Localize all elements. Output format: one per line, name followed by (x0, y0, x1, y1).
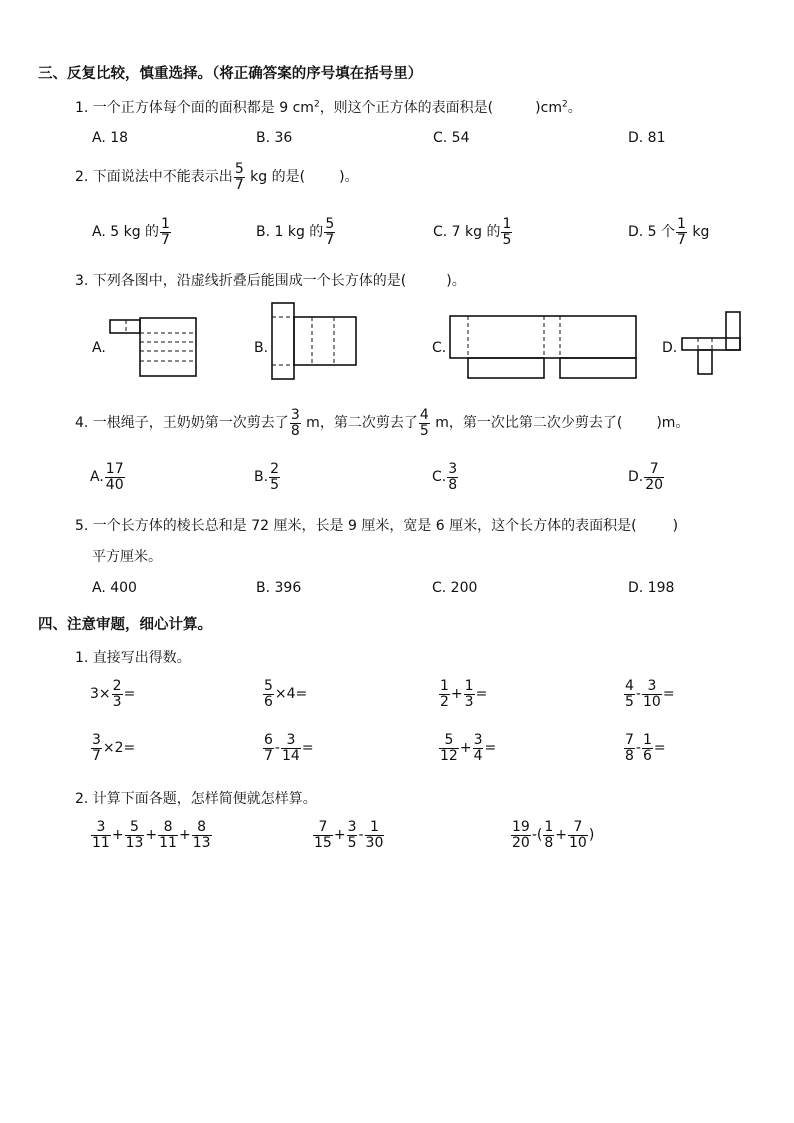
calc-item: 3× $\frac{2}{3}$ = (90, 678, 136, 710)
calc-item: $\frac{5}{12}$ + $\frac{3}{4}$ = (440, 732, 497, 764)
simplify-expression-3: $\frac{19}{20}$ -( $\frac{1}{8}$ + $\frac{7}{10}$ ) (512, 819, 595, 851)
q2-text: 2. 下面说法中不能表示出 (75, 169, 233, 186)
q2-option-c: C. 7 kg 的 $\frac{1}{5}$ (433, 216, 512, 248)
q1-option-b: B. 36 (256, 130, 293, 146)
question-5 (75, 515, 678, 535)
q4-option-c: C. $\frac{3}{8}$ (432, 461, 458, 493)
q1-option-d: D. 81 (628, 130, 666, 146)
q1-mid: ，则这个正方体的表面积是( (319, 100, 494, 116)
q5-end: ) (672, 518, 679, 534)
q2-option-b: B. 1 kg 的 $\frac{5}{7}$ (256, 216, 335, 248)
q4-mid: m，第二次剪去了 (301, 415, 418, 432)
simplify-expression-1: $\frac{3}{11}$ + $\frac{5}{13}$ + $\frac{8}{11}$ + $\frac{8}{13}$ (92, 819, 211, 851)
calc-item: $\frac{5}{6}$ ×4= (264, 678, 308, 710)
q4-text: 4. 一根绳子，王奶奶第一次剪去了 (75, 415, 289, 432)
q4-option-d: D. $\frac{7}{20}$ (628, 461, 664, 493)
question-4: 4. 一根绳子，王奶奶第一次剪去了 $\frac{3}{8}$ m，第二次剪去了 $\frac{4}{5}$ m，第一次比第二次少剪去了( )m。 (75, 407, 690, 439)
net-figure-c (450, 312, 640, 382)
q5-option-b: B. 396 (256, 580, 302, 596)
q4-option-b: B. $\frac{2}{5}$ (254, 461, 279, 493)
net-figure-b (272, 303, 362, 383)
q3-label-a: A. (92, 340, 106, 356)
q5-option-a: A. 400 (92, 580, 137, 596)
s4-q2-title: 2. 计算下面各题，怎样简便就怎样算。 (75, 791, 317, 807)
q3-text: 3. 下列各图中，沿虚线折叠后能围成一个长方体的是( (75, 273, 407, 289)
q3-label-d: D. (662, 340, 678, 356)
s4-q1-title: 1. 直接写出得数。 (75, 650, 191, 666)
q1-end: 。 (567, 100, 582, 116)
q3-label-b: B. (254, 340, 269, 356)
q4-end: )m。 (656, 415, 690, 432)
calc-item: $\frac{6}{7}$ - $\frac{3}{14}$ = (264, 732, 314, 764)
question-1 (75, 97, 582, 117)
q1-text: 1. 一个正方体每个面的面积都是 9 cm (75, 100, 314, 116)
calc-item: $\frac{3}{7}$ ×2= (92, 732, 136, 764)
q4-post: m，第一次比第二次少剪去了( (430, 415, 623, 432)
q1-option-c: C. 54 (433, 130, 470, 146)
calc-item: $\frac{7}{8}$ - $\frac{1}{6}$ = (625, 732, 666, 764)
q2-post: kg 的是( (245, 169, 306, 186)
calc-item: $\frac{4}{5}$ - $\frac{3}{10}$ = (625, 678, 675, 710)
q4-option-a: A. $\frac{17}{40}$ (90, 461, 124, 493)
q3-end: )。 (446, 273, 466, 289)
section-3-heading: 三、反复比较，慎重选择。（将正确答案的序号填在括号里） (38, 66, 423, 82)
calc-item: $\frac{1}{2}$ + $\frac{1}{3}$ = (440, 678, 488, 710)
q2-option-a: A. 5 kg 的 $\frac{1}{7}$ (92, 216, 170, 248)
q1-option-a: A. 18 (92, 130, 129, 146)
q3-label-c: C. (432, 340, 447, 356)
net-figure-a (110, 318, 200, 378)
question-2 (75, 162, 359, 192)
q2-end: )。 (339, 169, 359, 186)
q5-text: 5. 一个长方体的棱长总和是 72 厘米，长是 9 厘米，宽是 6 厘米，这个长方体的表面积是( (75, 518, 637, 534)
q2-option-d: D. 5 个 $\frac{1}{7}$ kg (628, 216, 710, 248)
simplify-expression-2: $\frac{7}{15}$ + $\frac{3}{5}$ - $\frac{1}{30}$ (314, 819, 384, 851)
q1-post: )cm (535, 100, 562, 116)
section-4-heading: 四、注意审题，细心计算。 (38, 617, 212, 633)
question-3 (75, 270, 466, 290)
q5-line2: 平方厘米。 (92, 549, 162, 565)
net-figure-d (682, 312, 746, 378)
q5-option-d: D. 198 (628, 580, 675, 596)
q1-sup2: 2 (561, 99, 568, 110)
q2-frac-den: 7 (234, 176, 244, 193)
q2-frac-num: 5 (234, 161, 244, 177)
q5-option-c: C. 200 (432, 580, 478, 596)
q1-sup: 2 (313, 99, 320, 110)
